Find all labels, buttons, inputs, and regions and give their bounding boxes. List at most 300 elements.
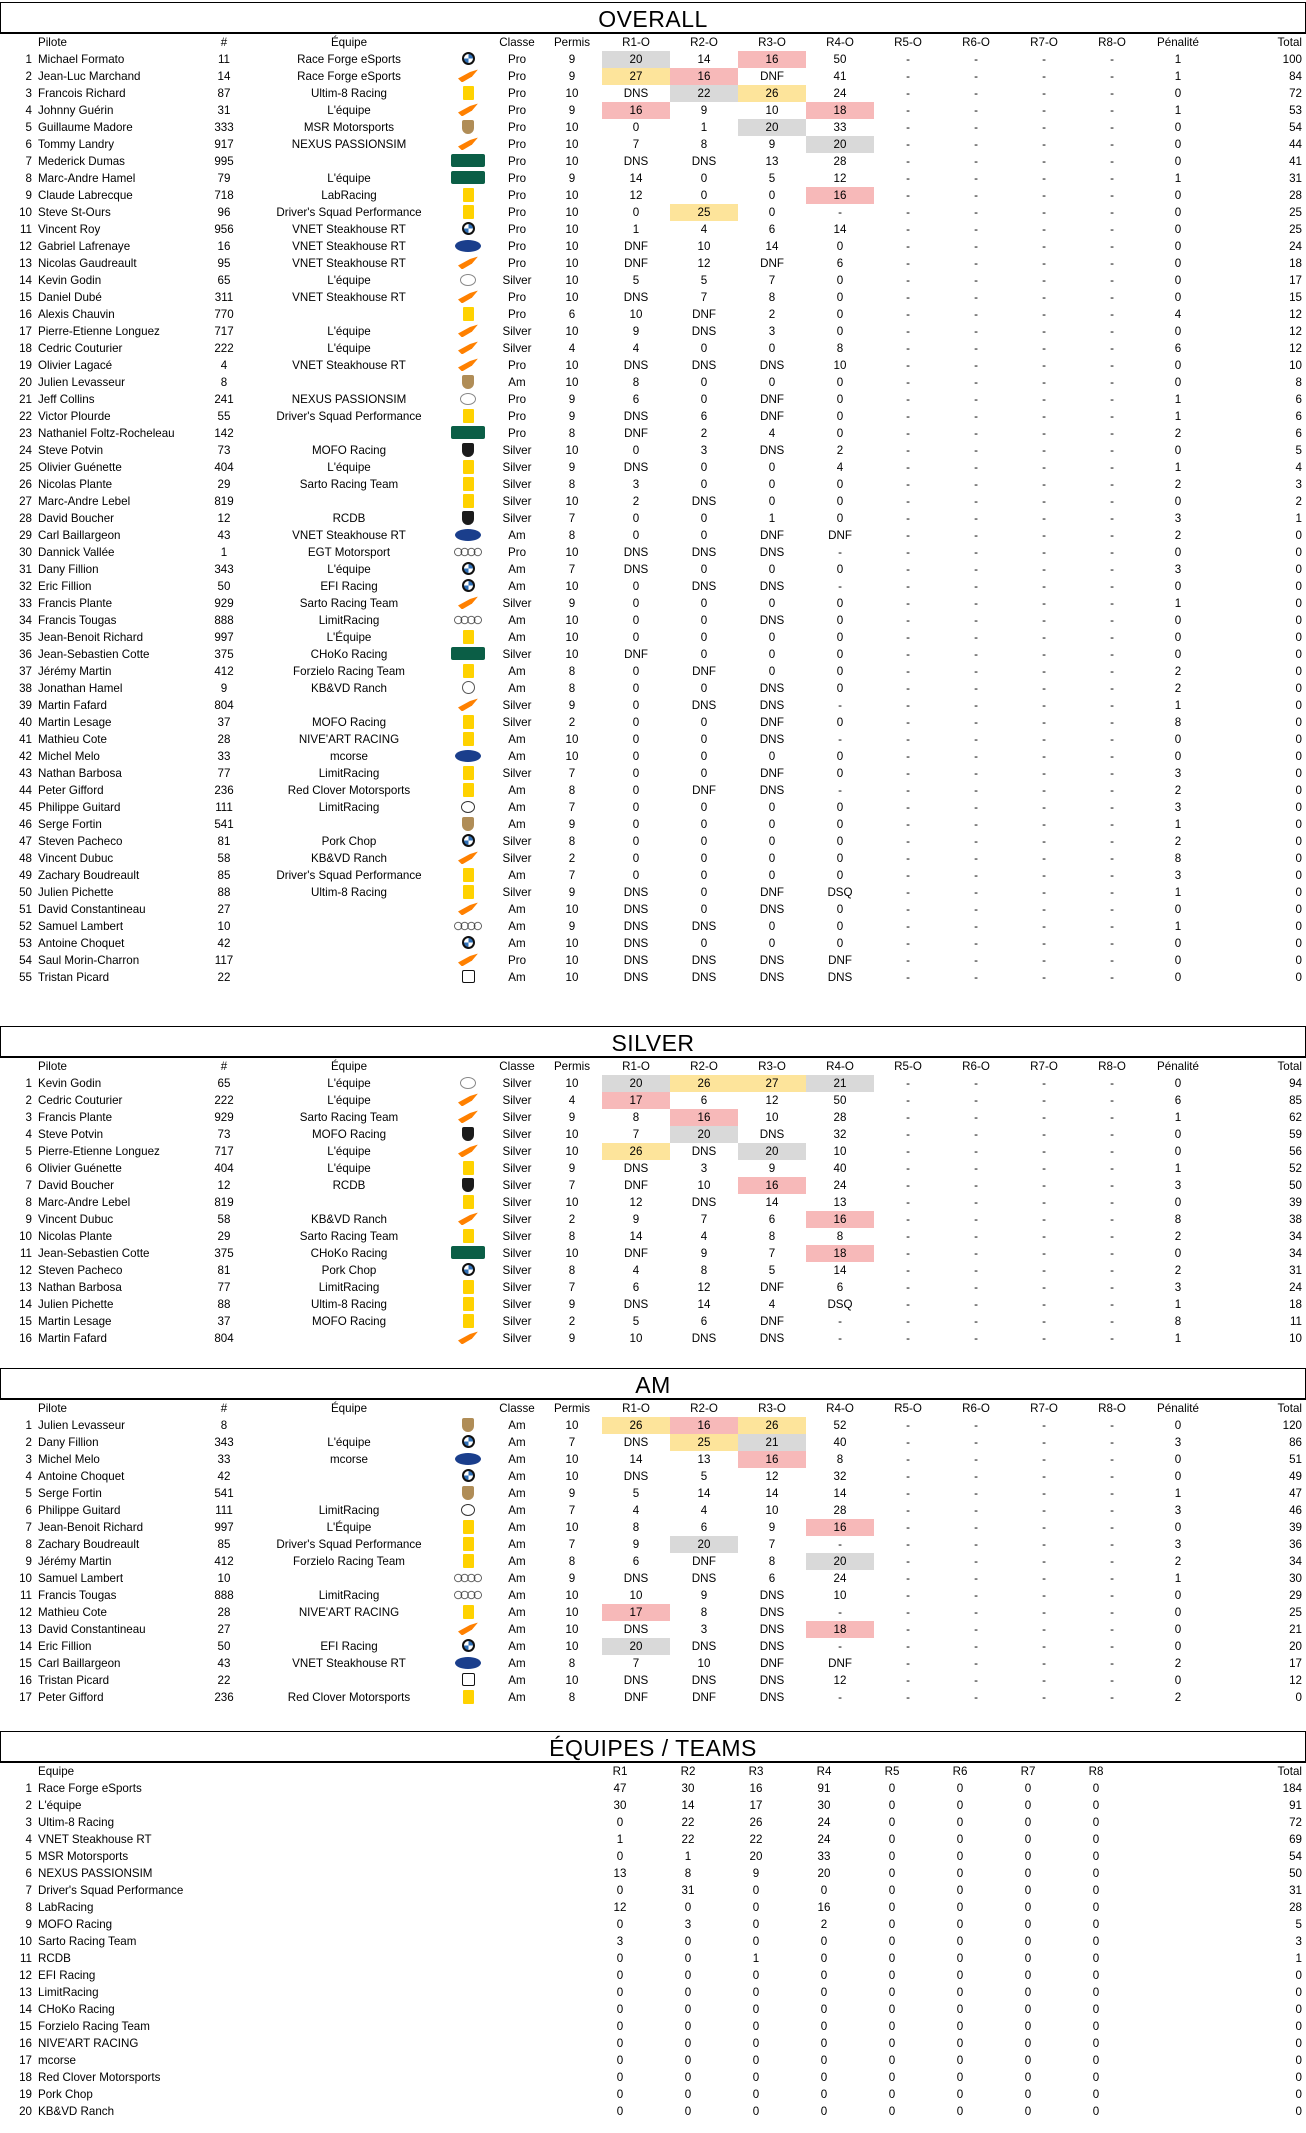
cell-classe: Pro bbox=[507, 155, 527, 168]
cell-classe: Silver bbox=[502, 1264, 532, 1277]
cell-r8: - bbox=[1110, 1504, 1114, 1517]
cell-r5: - bbox=[906, 53, 910, 66]
lex-logo-icon bbox=[461, 801, 475, 813]
cell-r4: 2 bbox=[820, 1918, 828, 1931]
bmw-logo-icon bbox=[462, 52, 475, 65]
cell-equipe: LimitRacing bbox=[318, 1504, 380, 1517]
cell-equipe: Race Forge eSports bbox=[297, 70, 401, 83]
cell-pilote: Michel Melo bbox=[38, 750, 100, 763]
car-logo-cell bbox=[444, 663, 492, 680]
cell-r2: 1 bbox=[684, 1850, 692, 1863]
cell-classe: Am bbox=[508, 733, 526, 746]
fer-logo-icon bbox=[463, 1605, 474, 1619]
cell-pos: 13 bbox=[19, 1986, 32, 1999]
cell-r7: 0 bbox=[1024, 1782, 1032, 1795]
table-row bbox=[0, 136, 1306, 153]
cell-pos: 42 bbox=[19, 750, 32, 763]
cell-permis: 10 bbox=[565, 1247, 579, 1260]
cell-r4: 2 bbox=[836, 444, 844, 457]
cell-permis: 8 bbox=[568, 682, 576, 695]
cell-r5: - bbox=[906, 1640, 910, 1653]
car-logo-cell bbox=[444, 1228, 492, 1245]
table-row bbox=[0, 1848, 1306, 1865]
cell-classe: Am bbox=[508, 1436, 526, 1449]
cell-classe: Silver bbox=[502, 1077, 532, 1090]
car-logo-cell bbox=[444, 595, 492, 612]
cell-r2: 0 bbox=[700, 937, 708, 950]
cell-pos: 54 bbox=[19, 954, 32, 967]
bmw-logo-icon bbox=[462, 1435, 475, 1448]
car-logo-cell bbox=[444, 527, 492, 544]
cell-r3: 0 bbox=[768, 835, 776, 848]
table-row bbox=[0, 374, 1306, 391]
cell-r3: DNS bbox=[759, 444, 785, 457]
cell-r2: DNS bbox=[691, 495, 717, 508]
table-row bbox=[0, 2018, 1306, 2035]
cell-r8: - bbox=[1110, 512, 1114, 525]
car-logo-cell bbox=[444, 1160, 492, 1177]
cell-r4: 0 bbox=[836, 291, 844, 304]
cell-permis: 8 bbox=[568, 835, 576, 848]
cell-r6: - bbox=[974, 70, 978, 83]
cell-pilote: Serge Fortin bbox=[38, 818, 102, 831]
cell-r8: - bbox=[1110, 716, 1114, 729]
cell-r1: 6 bbox=[632, 393, 640, 406]
cell-r2: DNS bbox=[691, 359, 717, 372]
table-row bbox=[0, 816, 1306, 833]
cell-r5: - bbox=[906, 1436, 910, 1449]
cell-equipe: VNET Steakhouse RT bbox=[292, 240, 406, 253]
cell-r3: DNS bbox=[759, 699, 785, 712]
cell-penalite: 1 bbox=[1174, 70, 1182, 83]
cell-pos: 3 bbox=[25, 1453, 32, 1466]
car-logo-cell bbox=[444, 136, 492, 153]
cell-r2: DNS bbox=[691, 1332, 717, 1345]
cell-r8: 0 bbox=[1092, 1867, 1100, 1880]
cell-r7: - bbox=[1042, 1504, 1046, 1517]
cell-permis: 10 bbox=[565, 1623, 579, 1636]
ford-logo-icon bbox=[455, 529, 481, 541]
cell-classe: Pro bbox=[507, 546, 527, 559]
cell-total: 47 bbox=[1289, 1487, 1302, 1500]
table-row bbox=[0, 408, 1306, 425]
cell-penalite: 3 bbox=[1174, 1179, 1182, 1192]
header-classe: Classe bbox=[499, 1060, 535, 1073]
cell-total: 24 bbox=[1289, 240, 1302, 253]
cell-r5: - bbox=[906, 1145, 910, 1158]
table-row bbox=[0, 2086, 1306, 2103]
cell-r4: 0 bbox=[836, 495, 844, 508]
cell-r8: - bbox=[1110, 954, 1114, 967]
cell-r2: 14 bbox=[697, 53, 711, 66]
table-row bbox=[0, 1313, 1306, 1330]
cell-r1: DNF bbox=[624, 1247, 648, 1260]
cell-r1: 7 bbox=[632, 1128, 640, 1141]
cell-pos: 39 bbox=[19, 699, 32, 712]
cell-pilote: Dannick Vallée bbox=[38, 546, 115, 559]
car-logo-cell bbox=[444, 289, 492, 306]
cell-r2: 9 bbox=[700, 1589, 708, 1602]
cell-pos: 15 bbox=[19, 2020, 32, 2033]
table-row bbox=[0, 204, 1306, 221]
cell-equipe: L'équipe bbox=[327, 1094, 371, 1107]
cell-r5: 0 bbox=[888, 1867, 896, 1880]
cell-r3: DNS bbox=[759, 1128, 785, 1141]
cell-r6: - bbox=[974, 529, 978, 542]
fer-logo-icon bbox=[463, 1537, 474, 1551]
cell-r4: 0 bbox=[836, 393, 844, 406]
silver-table bbox=[0, 1058, 1306, 1347]
cell-r3: 0 bbox=[768, 818, 776, 831]
cell-permis: 8 bbox=[568, 1555, 576, 1568]
cell-r1: 12 bbox=[629, 189, 643, 202]
amr-logo-icon bbox=[451, 426, 485, 439]
header-r2: R2-O bbox=[690, 1402, 718, 1415]
cell-penalite: 8 bbox=[1174, 852, 1182, 865]
cell-r7: - bbox=[1042, 206, 1046, 219]
cell-r7: - bbox=[1042, 767, 1046, 780]
table-row bbox=[0, 68, 1306, 85]
cell-equipe bbox=[254, 935, 444, 952]
header-r1: R1-O bbox=[622, 36, 650, 49]
cell-r1: DNS bbox=[623, 1623, 649, 1636]
cell-r1: 12 bbox=[613, 1901, 627, 1914]
cell-r2: 0 bbox=[700, 852, 708, 865]
cell-r6: - bbox=[974, 1538, 978, 1551]
car-logo-cell bbox=[444, 374, 492, 391]
cell-r6: - bbox=[974, 189, 978, 202]
cell-r6: - bbox=[974, 1487, 978, 1500]
cell-r7: 0 bbox=[1024, 1884, 1032, 1897]
cell-total: 54 bbox=[1289, 1850, 1302, 1863]
cell-penalite: 1 bbox=[1174, 1487, 1182, 1500]
cell-r4: - bbox=[838, 546, 842, 559]
cell-classe: Silver bbox=[502, 1213, 532, 1226]
cell-r3: 6 bbox=[768, 223, 776, 236]
cell-r3: 9 bbox=[768, 1162, 776, 1175]
cell-r2: 0 bbox=[684, 2071, 692, 2084]
cell-r3: 12 bbox=[765, 1470, 779, 1483]
cell-pos: 48 bbox=[19, 852, 32, 865]
cell-penalite: 1 bbox=[1174, 104, 1182, 117]
cell-equipe bbox=[254, 918, 444, 935]
cell-r5: 0 bbox=[888, 2071, 896, 2084]
cell-equipe bbox=[254, 969, 444, 986]
lam-logo-icon bbox=[462, 1127, 474, 1141]
cell-classe: Pro bbox=[507, 121, 527, 134]
fer-logo-icon bbox=[463, 460, 474, 474]
car-logo-cell bbox=[444, 714, 492, 731]
cell-number: 73 bbox=[217, 444, 231, 457]
cell-r2: 10 bbox=[697, 1657, 711, 1670]
cell-r4: 0 bbox=[836, 920, 844, 933]
cell-penalite: 4 bbox=[1174, 308, 1182, 321]
cell-r7: - bbox=[1042, 393, 1046, 406]
cell-r8: - bbox=[1110, 308, 1114, 321]
cell-number: 37 bbox=[217, 1315, 231, 1328]
cell-r1: DNS bbox=[623, 1572, 649, 1585]
car-logo-cell bbox=[444, 1092, 492, 1109]
cell-r7: - bbox=[1042, 597, 1046, 610]
cell-r7: - bbox=[1042, 291, 1046, 304]
table-row bbox=[0, 1933, 1306, 1950]
cell-pos: 4 bbox=[25, 104, 32, 117]
cell-number: 343 bbox=[214, 1436, 234, 1449]
por-logo-icon bbox=[462, 120, 474, 134]
cell-r3: 7 bbox=[768, 274, 776, 287]
cell-number: 29 bbox=[217, 478, 231, 491]
cell-r6: - bbox=[974, 1298, 978, 1311]
cell-r5: - bbox=[906, 903, 910, 916]
cell-pos: 20 bbox=[19, 376, 32, 389]
cell-r5: - bbox=[906, 648, 910, 661]
cell-r5: - bbox=[906, 512, 910, 525]
cell-equipe: RCDB bbox=[332, 512, 366, 525]
car-logo-cell bbox=[444, 340, 492, 357]
header-total: Total bbox=[1277, 36, 1302, 49]
cell-equipe: EGT Motorsport bbox=[307, 546, 391, 559]
cell-r5: - bbox=[906, 886, 910, 899]
table-row bbox=[0, 731, 1306, 748]
cell-pos: 52 bbox=[19, 920, 32, 933]
cell-r8: - bbox=[1110, 1332, 1114, 1345]
header-r4: R4-O bbox=[826, 36, 854, 49]
cell-total: 5 bbox=[1295, 1918, 1302, 1931]
cell-total: 0 bbox=[1295, 801, 1302, 814]
header-r6: R6-O bbox=[962, 1060, 990, 1073]
cell-r1: 4 bbox=[632, 1504, 640, 1517]
por-logo-icon bbox=[462, 1418, 474, 1432]
cell-r4: 0 bbox=[836, 478, 844, 491]
cell-r4: 32 bbox=[833, 1128, 847, 1141]
car-logo-cell bbox=[444, 935, 492, 952]
cell-r5: - bbox=[906, 1162, 910, 1175]
cell-penalite: 3 bbox=[1174, 512, 1182, 525]
fer-logo-icon bbox=[463, 732, 474, 746]
cell-equipe: L'équipe bbox=[327, 342, 371, 355]
cell-classe: Am bbox=[508, 665, 526, 678]
cell-r4: 0 bbox=[836, 325, 844, 338]
fer-logo-icon bbox=[463, 409, 474, 423]
cell-r5: - bbox=[906, 87, 910, 100]
cell-r1: 7 bbox=[632, 138, 640, 151]
header-equipe: Équipe bbox=[330, 1060, 368, 1073]
cell-r1: 0 bbox=[616, 2071, 624, 2084]
cell-pilote: Nicolas Gaudreault bbox=[38, 257, 137, 270]
cell-r2: 0 bbox=[700, 682, 708, 695]
cell-r3: 16 bbox=[738, 1451, 806, 1468]
cell-equipe: MOFO Racing bbox=[311, 1128, 387, 1141]
cell-pilote: Peter Gifford bbox=[38, 784, 104, 797]
cell-permis: 4 bbox=[568, 1094, 576, 1107]
cell-r4: 0 bbox=[836, 376, 844, 389]
cell-classe: Am bbox=[508, 903, 526, 916]
cell-r3: 14 bbox=[765, 1196, 779, 1209]
cell-r7: - bbox=[1042, 682, 1046, 695]
table-row bbox=[0, 1814, 1306, 1831]
header-car-logo bbox=[444, 1400, 492, 1417]
cell-r8: - bbox=[1110, 665, 1114, 678]
cell-number: 412 bbox=[214, 1555, 234, 1568]
cell-r1: 3 bbox=[632, 478, 640, 491]
table-row bbox=[0, 969, 1306, 986]
cell-pos: 14 bbox=[19, 2003, 32, 2016]
cell-r2: 0 bbox=[700, 461, 708, 474]
cell-r1: 14 bbox=[629, 1230, 643, 1243]
cell-r4: 0 bbox=[836, 597, 844, 610]
cell-r7: - bbox=[1042, 903, 1046, 916]
cell-r2: 0 bbox=[700, 342, 708, 355]
cell-r3: DNF bbox=[760, 1315, 784, 1328]
cell-penalite: 0 bbox=[1174, 1623, 1182, 1636]
table-row bbox=[0, 1536, 1306, 1553]
cell-r4: 32 bbox=[833, 1470, 847, 1483]
cell-r7: - bbox=[1042, 801, 1046, 814]
cell-r2: DNS bbox=[691, 546, 717, 559]
cell-r4: 24 bbox=[817, 1833, 831, 1846]
cell-r3: DNF bbox=[760, 529, 784, 542]
cell-r2: 25 bbox=[670, 1434, 738, 1451]
hon-logo-icon bbox=[462, 970, 475, 983]
header-pos bbox=[0, 34, 36, 51]
cell-r4: 52 bbox=[833, 1419, 847, 1432]
cell-number: 85 bbox=[217, 869, 231, 882]
cell-r2: DNF bbox=[692, 308, 716, 321]
car-logo-cell bbox=[444, 1143, 492, 1160]
cell-r8: 0 bbox=[1092, 1799, 1100, 1812]
car-logo-cell bbox=[444, 1621, 492, 1638]
cell-pos: 21 bbox=[19, 393, 32, 406]
cell-r6: - bbox=[974, 1332, 978, 1345]
car-logo-cell bbox=[444, 1672, 492, 1689]
cell-r6: - bbox=[974, 1094, 978, 1107]
cell-r7: - bbox=[1042, 1230, 1046, 1243]
cell-equipe: Driver's Squad Performance bbox=[276, 869, 422, 882]
cell-r6: - bbox=[974, 172, 978, 185]
header-penalite: Pénalité bbox=[1157, 1060, 1199, 1073]
cell-r3: 12 bbox=[765, 1094, 779, 1107]
table-row bbox=[0, 1519, 1306, 1536]
cell-r6: - bbox=[974, 1111, 978, 1124]
table-row bbox=[0, 476, 1306, 493]
cell-number: 42 bbox=[217, 1470, 231, 1483]
cell-r7: 0 bbox=[1024, 2071, 1032, 2084]
table-row bbox=[0, 306, 1306, 323]
cell-pos: 8 bbox=[25, 172, 32, 185]
cell-penalite: 1 bbox=[1174, 597, 1182, 610]
cell-penalite: 6 bbox=[1174, 342, 1182, 355]
cell-total: 39 bbox=[1289, 1521, 1302, 1534]
cell-r5: 0 bbox=[888, 2003, 896, 2016]
cell-r5: - bbox=[906, 325, 910, 338]
mcl-logo-icon bbox=[458, 698, 478, 711]
cell-pos: 10 bbox=[19, 1230, 32, 1243]
cell-r2: 0 bbox=[700, 478, 708, 491]
cell-r7: - bbox=[1042, 121, 1046, 134]
cell-r8: - bbox=[1110, 478, 1114, 491]
table-row bbox=[0, 1797, 1306, 1814]
cell-r7: - bbox=[1042, 87, 1046, 100]
cell-r1: 0 bbox=[616, 1986, 624, 1999]
cell-permis: 10 bbox=[565, 954, 579, 967]
cell-classe: Am bbox=[508, 937, 526, 950]
cell-r8: - bbox=[1110, 1640, 1114, 1653]
cell-pilote: Steve Potvin bbox=[38, 1128, 104, 1141]
cell-pos: 12 bbox=[19, 1969, 32, 1982]
cell-equipe: Ultim-8 Racing bbox=[310, 87, 388, 100]
cell-total: 28 bbox=[1289, 1901, 1302, 1914]
cell-r1: 0 bbox=[616, 1816, 624, 1829]
cell-r7: - bbox=[1042, 784, 1046, 797]
cell-pos: 17 bbox=[19, 325, 32, 338]
cell-permis: 10 bbox=[565, 291, 579, 304]
cell-total: 53 bbox=[1289, 104, 1302, 117]
cell-classe: Pro bbox=[507, 954, 527, 967]
mcl-logo-icon bbox=[458, 324, 478, 337]
cell-r5: - bbox=[906, 1521, 910, 1534]
table-row bbox=[0, 272, 1306, 289]
cell-r8: - bbox=[1110, 1094, 1114, 1107]
cell-penalite: 0 bbox=[1174, 1419, 1182, 1432]
cell-r7: - bbox=[1042, 818, 1046, 831]
cell-r8: - bbox=[1110, 818, 1114, 831]
cell-r3: 0 bbox=[752, 2037, 760, 2050]
car-logo-cell bbox=[444, 680, 492, 697]
cell-r2: 0 bbox=[684, 2020, 692, 2033]
cell-r1: 0 bbox=[632, 750, 640, 763]
cell-r8: - bbox=[1110, 53, 1114, 66]
cell-pilote: Martin Lesage bbox=[38, 716, 112, 729]
cell-r6: - bbox=[974, 495, 978, 508]
cell-pos: 3 bbox=[25, 1111, 32, 1124]
cell-penalite: 0 bbox=[1174, 1606, 1182, 1619]
cell-total: 0 bbox=[1295, 818, 1302, 831]
cell-r7: - bbox=[1042, 529, 1046, 542]
table-row bbox=[0, 629, 1306, 646]
cell-pos: 13 bbox=[19, 257, 32, 270]
cell-r6: - bbox=[974, 155, 978, 168]
table-row bbox=[0, 646, 1306, 663]
ford-logo-icon bbox=[455, 1453, 481, 1465]
cell-r6: - bbox=[974, 427, 978, 440]
cell-r8: 0 bbox=[1092, 1986, 1100, 1999]
cell-r7: - bbox=[1042, 1572, 1046, 1585]
table-row bbox=[0, 221, 1306, 238]
cell-r3: DNS bbox=[759, 1674, 785, 1687]
cell-penalite: 1 bbox=[1174, 393, 1182, 406]
cell-total: 0 bbox=[1295, 2037, 1302, 2050]
cell-pilote: Jonathan Hamel bbox=[38, 682, 123, 695]
table-row bbox=[0, 1092, 1306, 1109]
cell-penalite: 0 bbox=[1174, 87, 1182, 100]
fer-logo-icon bbox=[463, 630, 474, 644]
cell-number: 28 bbox=[217, 733, 231, 746]
cell-pos: 25 bbox=[19, 461, 32, 474]
table-row bbox=[0, 663, 1306, 680]
cell-r8: - bbox=[1110, 563, 1114, 576]
cell-equipe: MSR Motorsports bbox=[38, 1850, 129, 1863]
cell-r3: 0 bbox=[768, 461, 776, 474]
cell-pos: 1 bbox=[25, 1077, 32, 1090]
header-permis: Permis bbox=[553, 1402, 591, 1415]
cell-r2: 10 bbox=[697, 240, 711, 253]
cell-r5: - bbox=[906, 444, 910, 457]
cell-r5: - bbox=[906, 206, 910, 219]
cell-total: 84 bbox=[1289, 70, 1302, 83]
cell-r5: - bbox=[906, 1419, 910, 1432]
cell-r2: 0 bbox=[684, 1901, 692, 1914]
cell-r2: DNS bbox=[691, 1572, 717, 1585]
